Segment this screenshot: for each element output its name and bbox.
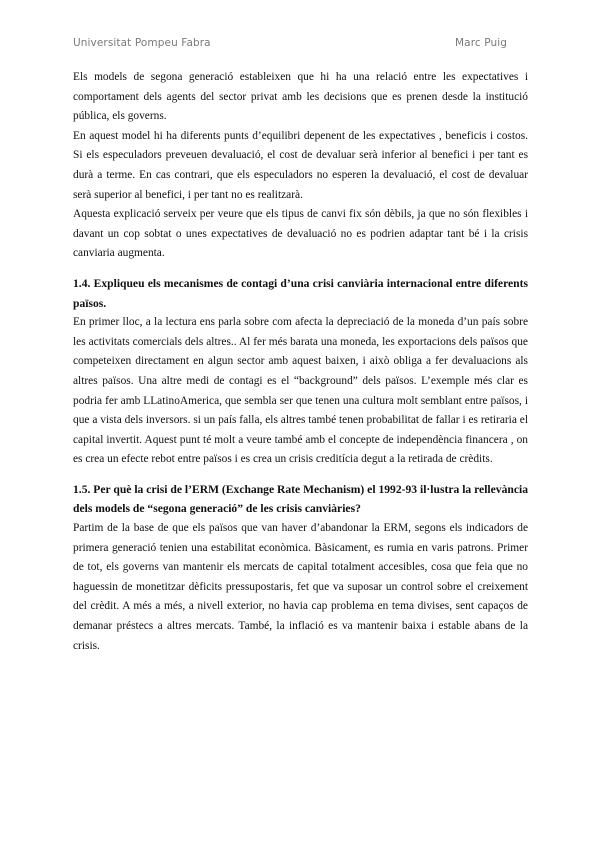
document-body <box>73 68 528 656</box>
header-university: Universitat Pompeu Fabra <box>73 37 211 49</box>
paragraph-fixed-exchange-weakness: Aquesta explicació serveix per veure que els tipus de canvi fix són dèbils, ja que no són flexibles i davant un cop sobtat o unes expectatives de devaluació no es podrien adaptar tant bé i la crisis canviaria augmenta. <box>73 208 528 260</box>
paragraph-second-generation-models: Els models de segona generació estableixen que hi ha una relació entre les expectatives i comportament dels agents del sector privat amb les decisions que es prenen desde la institució pública, els governs. <box>73 71 528 123</box>
header-author: Marc Puig <box>455 37 507 49</box>
paragraph-contagion-mechanisms: En primer lloc, a la lectura ens parla sobre com afecta la depreciació de la moneda d’un país sobre les activitats comercials dels altres.. Al fer més barata una moneda, les exportacions dels països que competeixen directament en algun sector amb aquest baixen, i això obliga a fer devaluacions als altres països. Una altre medi de contagi es el “background” dels països. L’exemple més clar es podria fer amb LLatinoAmerica, que sembla ser que tenen una cultura molt semblant entre països, i que a vista dels inversors. si un país falla, els altres també tenen probabilitat de fallar i es retiraria el capital invertit. Aquest punt té molt a veure també amb el concepte de independència financera , on es crea un efecte rebot entre països i es crea un crisis creditícia degut a la retirada de crèdits. <box>73 316 528 466</box>
section-spacer <box>73 470 528 480</box>
section-heading-1-5: 1.5. Per què la crisi de l’ERM (Exchange Rate Mechanism) el 1992-93 il·lustra la rellevància dels models de “segona generació” de les crisis canviàries? <box>73 482 528 516</box>
section-heading-1-4: 1.4. Expliqueu els mecanismes de contagi d’una crisi canviària internacional entre diferents països. <box>73 276 528 310</box>
paragraph-equilibrium-points: En aquest model hi ha diferents punts d’equilibri depenent de les expectatives , beneficis i costos. Si els especuladors preveuen devaluació, el cost de devaluar serà inferior al benefici i per tant es durà a terme. En cas contrari, que els especuladors no esperen la devaluació, el cost de devaluar serà superior al benefici, i per tant no es realitzarà. <box>73 129 528 201</box>
paragraph-erm-crisis: Partim de la base de que els països que van haver d’abandonar la ERM, segons els indicadors de primera generació tenien una estabilitat econòmica. Bàsicament, es rumia en varis patrons. Primer de tot, els governs van mantenir els mercats de capital totalment accesibles, cosa que feia que no haguessin de monetitzar dèficits pressupostaris, fet que va suposar un control sobre el creixement del crèdit. A més a més, a nivell exterior, no havia cap problema en tema divises, sent capaços de demanar préstecs a altres mercats. També, la inflació es va mantenir baixa i estable abans de la crisis. <box>73 522 528 652</box>
section-spacer <box>73 264 528 274</box>
